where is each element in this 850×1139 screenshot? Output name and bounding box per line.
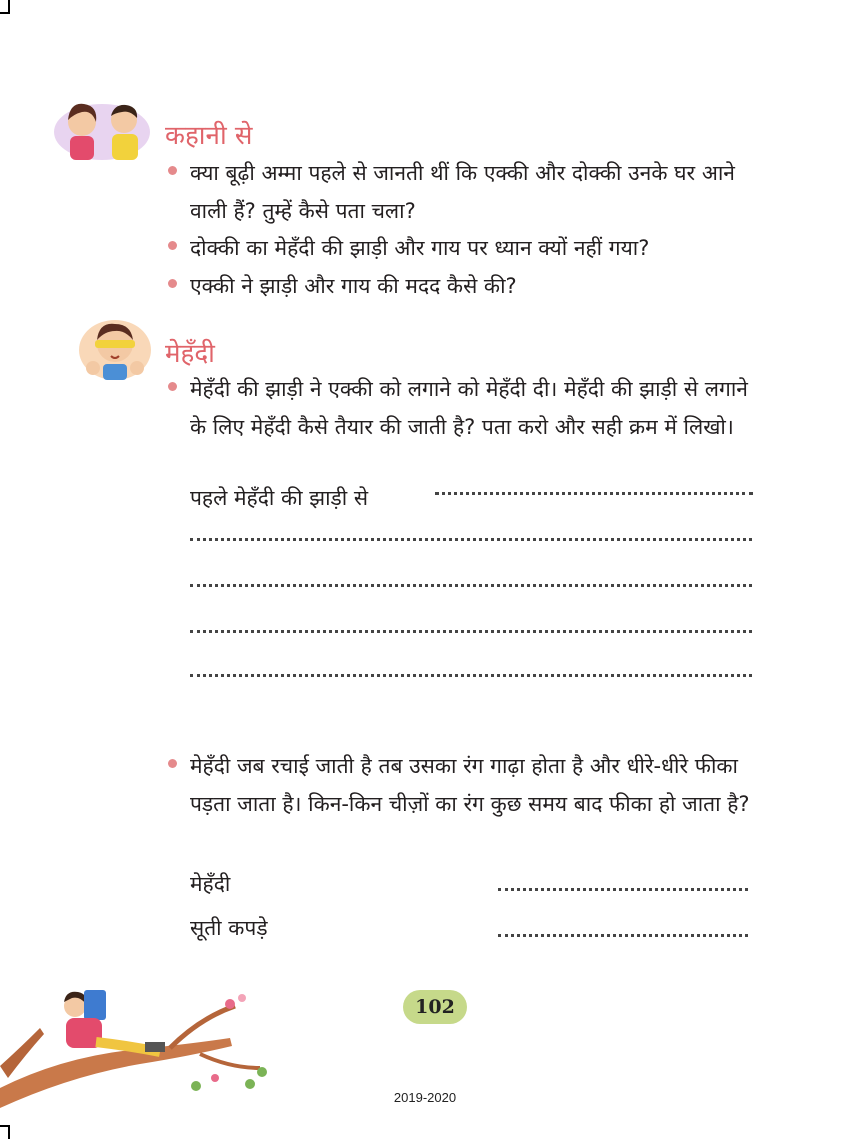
list-item <box>168 154 768 230</box>
section-title-kahani-se: कहानी से <box>165 121 253 151</box>
answer-line[interactable] <box>190 674 752 677</box>
question-text: दोक्की का मेहँदी की झाड़ी और गाय पर ध्यान क्यों नहीं गया? <box>190 236 650 260</box>
year-footer: 2019-2020 <box>393 1090 457 1105</box>
bullet-dot <box>168 279 177 288</box>
bullet-dot <box>168 382 177 391</box>
list-item <box>168 267 768 305</box>
bullet-dot <box>168 166 177 175</box>
question-text: मेहँदी जब रचाई जाती है तब उसका रंग गाढ़ा होता है और धीरे-धीरे फीका पड़ता जाता है। किन-किन चीज़ों का रंग कुछ समय बाद फीका हो जाता है? <box>190 754 750 816</box>
item-label: सूती कपड़े <box>190 916 268 940</box>
answer-line[interactable] <box>498 934 748 937</box>
section-title-mehendi: मेहँदी <box>165 339 215 369</box>
answer-line[interactable] <box>190 630 752 633</box>
question-text: मेहँदी की झाड़ी ने एक्की को लगाने को मेहँदी दी। मेहँदी की झाड़ी से लगाने के लिए मेहँदी कैसे तैयार की जाती है? पता करो और सही क्रम में लिखो। <box>190 377 748 439</box>
children-talking-illustration <box>52 92 152 162</box>
answer-line[interactable] <box>190 584 752 587</box>
crop-mark-top-h <box>0 12 10 14</box>
item-label: मेहँदी <box>190 872 231 896</box>
answer-start-text: पहले मेहँदी की झाड़ी से <box>190 486 369 510</box>
page-number-badge: 102 <box>403 990 467 1024</box>
bullet-dot <box>168 241 177 250</box>
answer-line[interactable] <box>435 492 753 495</box>
crop-mark-bottom <box>8 1125 10 1139</box>
crop-mark-bottom-h <box>0 1125 10 1127</box>
bullet-dot <box>168 759 177 768</box>
question-text: एक्की ने झाड़ी और गाय की मदद कैसे की? <box>190 274 517 298</box>
answer-line[interactable] <box>498 888 748 891</box>
question-text: क्या बूढ़ी अम्मा पहले से जानती थीं कि एक्की और दोक्की उनके घर आने वाली हैं? तुम्हें कैसे पता चला? <box>190 161 735 223</box>
blindfolded-boy-illustration <box>75 312 155 382</box>
list-item <box>168 747 758 823</box>
answer-line[interactable] <box>190 538 752 541</box>
list-item <box>168 229 768 267</box>
list-item <box>168 370 758 446</box>
